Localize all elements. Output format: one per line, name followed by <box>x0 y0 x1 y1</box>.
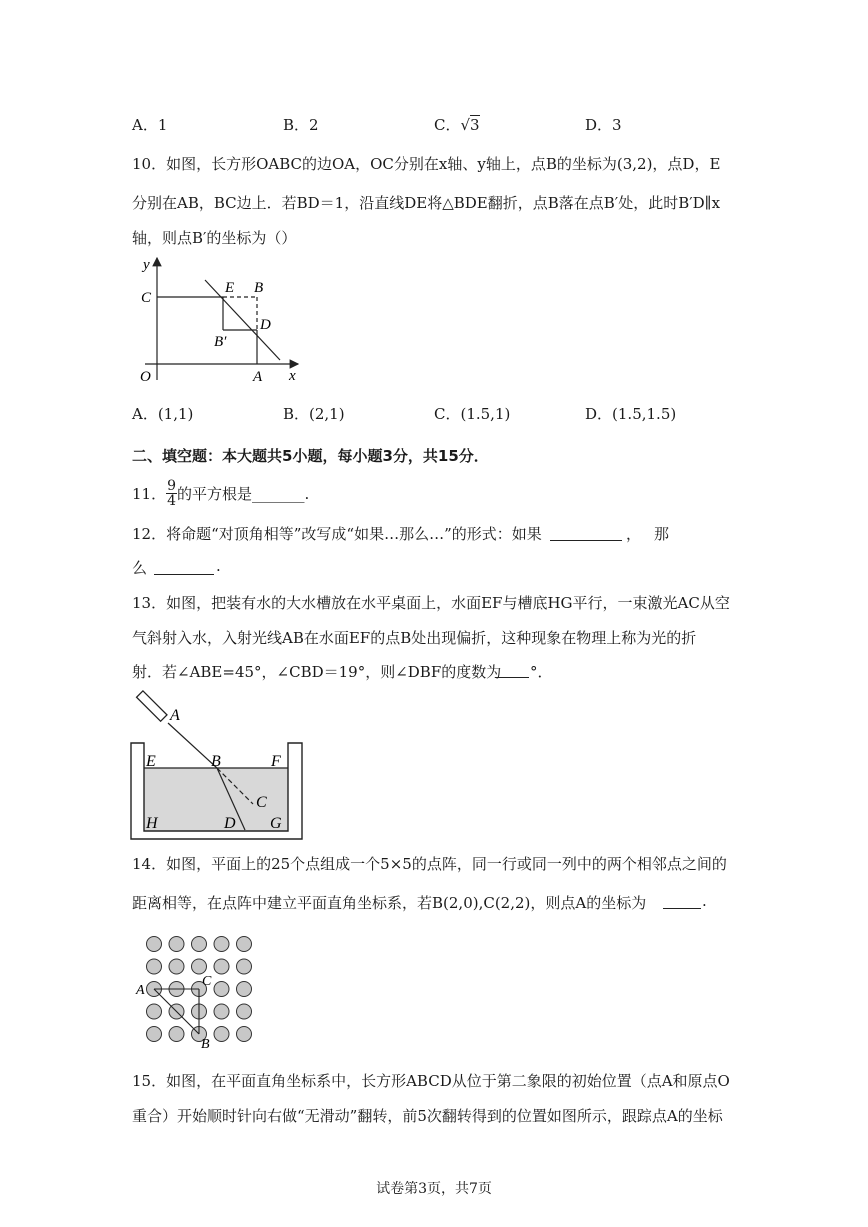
section2-title: 二、填空题：本大题共5小题，每小题3分，共15分． <box>132 447 489 465</box>
q11-fraction <box>166 479 177 508</box>
q12-line2-prefix: 么 <box>132 559 148 577</box>
q10-option-a: A．(1,1) <box>132 405 194 423</box>
label-d: D <box>260 317 271 333</box>
q9-option-c <box>434 114 480 135</box>
q10-line3: 轴，则点B′的坐标为（） <box>132 229 297 247</box>
q11-text: 的平方根是_______. <box>177 484 310 503</box>
q14-line2-prefix: 距离相等，在点阵中建立平面直角坐标系，若B(2,0),C(2,2)，则点A的坐标为 <box>132 894 647 912</box>
q10-figure <box>130 252 310 387</box>
grid-dot <box>147 1004 162 1019</box>
q9-option-d: D．3 <box>585 116 622 134</box>
q14-line1: 14．如图，平面上的25个点组成一个5×5的点阵，同一行或同一列中的两个相邻点之间的 <box>132 855 727 873</box>
label-b: B <box>201 1037 210 1052</box>
label-b: B <box>211 753 221 770</box>
label-a: A <box>170 707 180 724</box>
q10-option-c: C．(1.5,1) <box>434 405 511 423</box>
q13-figure <box>128 688 308 843</box>
q13-line3-suffix: °． <box>530 663 553 681</box>
q12-blank-then[interactable] <box>154 560 214 575</box>
label-g: G <box>270 815 282 832</box>
label-c: C <box>202 974 212 989</box>
grid-dot <box>214 959 229 974</box>
label-b-prime: B′ <box>214 334 227 350</box>
grid-dot <box>214 1027 229 1042</box>
q13-blank[interactable] <box>495 663 529 678</box>
label-f: F <box>271 753 281 770</box>
label-b: B <box>254 280 264 296</box>
grid-dot <box>214 982 229 997</box>
grid-dot <box>237 1027 252 1042</box>
grid-dot <box>237 982 252 997</box>
grid-dot <box>147 937 162 952</box>
grid-dot <box>192 937 207 952</box>
label-c: C <box>141 290 152 306</box>
q11-frac-num: 9 <box>167 477 177 494</box>
q12-period: . <box>216 557 221 575</box>
q15-line2: 重合）开始顺时针向右做“无滑动”翻转，前5次翻转得到的位置如图所示，跟踪点A的坐标 <box>132 1107 723 1125</box>
label-x: x <box>289 368 296 384</box>
incident-ray-ab <box>168 723 217 768</box>
q12-na: 那 <box>654 525 670 543</box>
sqrt-sign-icon: √ <box>460 116 471 134</box>
q14-blank[interactable] <box>663 894 701 909</box>
q10-option-d: D．(1.5,1.5) <box>585 405 677 423</box>
grid-dot <box>192 959 207 974</box>
q9-option-c-radicand: 3 <box>470 116 480 134</box>
q15-line1: 15．如图，在平面直角坐标系中，长方形ABCD从位于第二象限的初始位置（点A和原点O <box>132 1072 730 1090</box>
q9-option-c-label: C． <box>434 116 461 134</box>
label-c: C <box>256 794 267 811</box>
q9-option-a: A．1 <box>132 116 168 134</box>
q12-line1 <box>132 523 542 544</box>
q13-line3-prefix: 射．若∠ABE=45°，∠CBD＝19°，则∠DBF的度数为 <box>132 663 502 681</box>
q12-comma: ， <box>626 525 642 543</box>
grid-dot <box>237 959 252 974</box>
grid-dot <box>169 1027 184 1042</box>
grid-dot <box>214 937 229 952</box>
label-o: O <box>140 369 151 385</box>
grid-dot <box>237 1004 252 1019</box>
grid-dot <box>147 1027 162 1042</box>
q10-option-b: B．(2,1) <box>283 405 345 423</box>
grid-dot <box>169 937 184 952</box>
q14-line2-suffix: . <box>702 892 707 910</box>
label-e: E <box>225 280 235 296</box>
label-a: A <box>253 369 263 385</box>
label-e: E <box>146 753 156 770</box>
grid-dot <box>237 937 252 952</box>
q13-line1: 13．如图，把装有水的大水槽放在水平桌面上，水面EF与槽底HG平行，一束激光AC从空 <box>132 594 730 612</box>
label-a: A <box>136 983 145 998</box>
q13-line2: 气斜射入水，入射光线AB在水面EF的点B处出现偏折，这种现象在物理上称为光的折 <box>132 629 697 647</box>
label-y: y <box>143 257 150 273</box>
q12-blank-if[interactable] <box>550 526 622 541</box>
grid-dot <box>214 1004 229 1019</box>
q10-line2: 分别在AB，BC边上．若BD＝1，沿直线DE将△BDE翻折，点B落在点B′处，此时B′D∥x <box>132 194 721 212</box>
label-d: D <box>224 815 236 832</box>
q11-frac-den: 4 <box>167 492 177 509</box>
grid-dot <box>169 959 184 974</box>
laser-pointer <box>137 691 167 721</box>
q14-figure <box>134 930 259 1052</box>
q10-line1: 10．如图，长方形OABC的边OA，OC分别在x轴、y轴上，点B的坐标为(3,2)，点D，E <box>132 155 721 173</box>
page-footer: 试卷第3页，共7页 <box>376 1181 492 1197</box>
q9-option-b: B．2 <box>283 116 319 134</box>
q11-number: 11． <box>132 484 167 503</box>
grid-dot <box>147 959 162 974</box>
label-h: H <box>146 815 158 832</box>
q11 <box>132 476 309 510</box>
q12-text: 12．将命题“对顶角相等”改写成“如果…那么…”的形式：如果 <box>132 525 542 543</box>
